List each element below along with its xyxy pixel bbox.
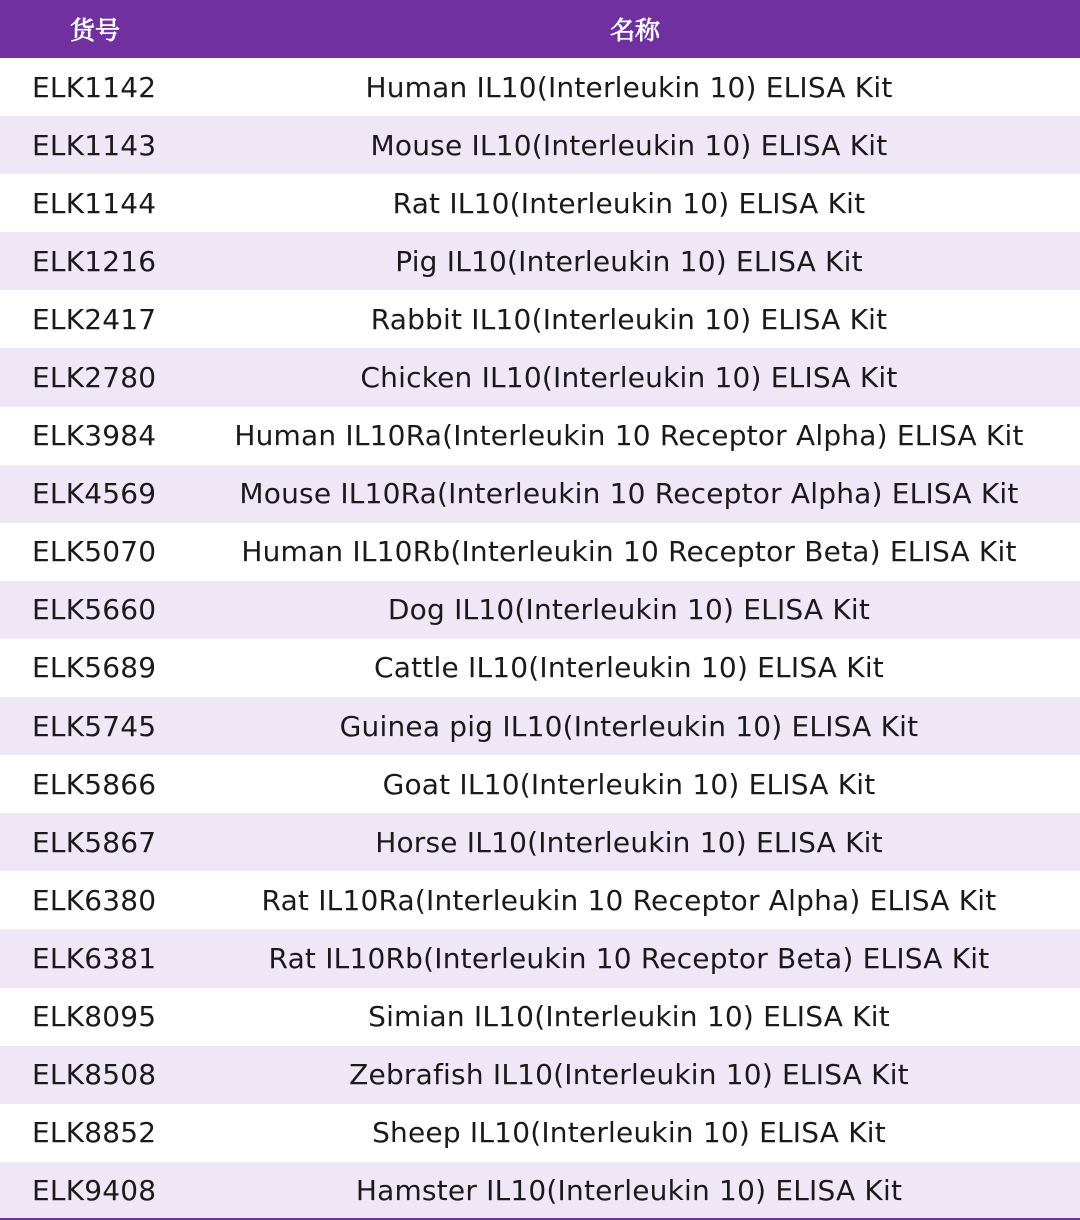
product-name: Pig IL10(Interleukin 10) ELISA Kit: [395, 244, 863, 278]
product-code: ELK1144: [32, 186, 157, 220]
product-name: Rabbit IL10(Interleukin 10) ELISA Kit: [370, 302, 888, 336]
product-code: ELK2417: [32, 302, 157, 336]
product-name: Goat IL10(Interleukin 10) ELISA Kit: [382, 767, 876, 801]
product-code: ELK1142: [32, 70, 157, 104]
product-name: Hamster IL10(Interleukin 10) ELISA Kit: [355, 1174, 903, 1208]
table-row: [0, 290, 1080, 348]
table-row: [0, 465, 1080, 523]
product-code: ELK5866: [32, 767, 157, 801]
product-code: ELK8095: [32, 1000, 157, 1034]
product-code: ELK5745: [32, 709, 157, 743]
table-row: [0, 988, 1080, 1046]
table-row: [0, 58, 1080, 116]
product-name: Mouse IL10Ra(Interleukin 10 Receptor Alpha) ELISA Kit: [239, 477, 1019, 511]
product-code: ELK1216: [32, 244, 157, 278]
product-code: ELK2780: [32, 361, 157, 395]
header-row: [0, 0, 1080, 58]
product-name: Simian IL10(Interleukin 10) ELISA Kit: [368, 1000, 890, 1034]
product-code: ELK6381: [32, 941, 157, 975]
column-header-name: 名称: [609, 16, 660, 45]
table-row: [0, 232, 1080, 290]
product-name: Guinea pig IL10(Interleukin 10) ELISA Kit: [339, 709, 919, 743]
product-code: ELK1143: [32, 128, 157, 162]
table-row: [0, 174, 1080, 232]
product-code: ELK5070: [32, 535, 157, 569]
product-code: ELK4569: [32, 477, 157, 511]
product-code: ELK5660: [32, 593, 157, 627]
table-row: [0, 348, 1080, 406]
product-name: Rat IL10(Interleukin 10) ELISA Kit: [392, 186, 866, 220]
table-row: [0, 639, 1080, 697]
table-row: [0, 813, 1080, 871]
table-row: [0, 697, 1080, 755]
product-name: Human IL10(Interleukin 10) ELISA Kit: [365, 70, 893, 104]
table-row: [0, 1104, 1080, 1162]
table-row: [0, 116, 1080, 174]
table-row: [0, 581, 1080, 639]
product-name: Zebrafish IL10(Interleukin 10) ELISA Kit: [349, 1058, 909, 1092]
table-row: [0, 523, 1080, 581]
product-name: Human IL10Rb(Interleukin 10 Receptor Beta) ELISA Kit: [241, 535, 1017, 569]
table-row: [0, 929, 1080, 987]
product-code: ELK8852: [32, 1116, 157, 1150]
product-name: Rat IL10Ra(Interleukin 10 Receptor Alpha) ELISA Kit: [261, 883, 997, 917]
table-body: [0, 58, 1080, 1220]
product-name: Mouse IL10(Interleukin 10) ELISA Kit: [370, 128, 888, 162]
column-header-code: 货号: [69, 16, 120, 45]
product-name: Sheep IL10(Interleukin 10) ELISA Kit: [372, 1116, 886, 1150]
product-name: Horse IL10(Interleukin 10) ELISA Kit: [375, 825, 883, 859]
table-row: [0, 755, 1080, 813]
product-name: Cattle IL10(Interleukin 10) ELISA Kit: [374, 651, 884, 685]
product-code: ELK8508: [32, 1058, 157, 1092]
product-name: Dog IL10(Interleukin 10) ELISA Kit: [387, 593, 871, 627]
product-code: ELK5689: [32, 651, 157, 685]
product-code: ELK3984: [32, 419, 157, 453]
product-code: ELK5867: [32, 825, 157, 859]
product-name: Rat IL10Rb(Interleukin 10 Receptor Beta) ELISA Kit: [268, 941, 990, 975]
product-code: ELK9408: [32, 1174, 157, 1208]
product-name: Chicken IL10(Interleukin 10) ELISA Kit: [360, 361, 898, 395]
table-row: [0, 871, 1080, 929]
table-row: [0, 1162, 1080, 1220]
table-row: [0, 407, 1080, 465]
table-row: [0, 1046, 1080, 1104]
table-header: [0, 0, 1080, 58]
product-name: Human IL10Ra(Interleukin 10 Receptor Alpha) ELISA Kit: [234, 419, 1024, 453]
product-code: ELK6380: [32, 883, 157, 917]
